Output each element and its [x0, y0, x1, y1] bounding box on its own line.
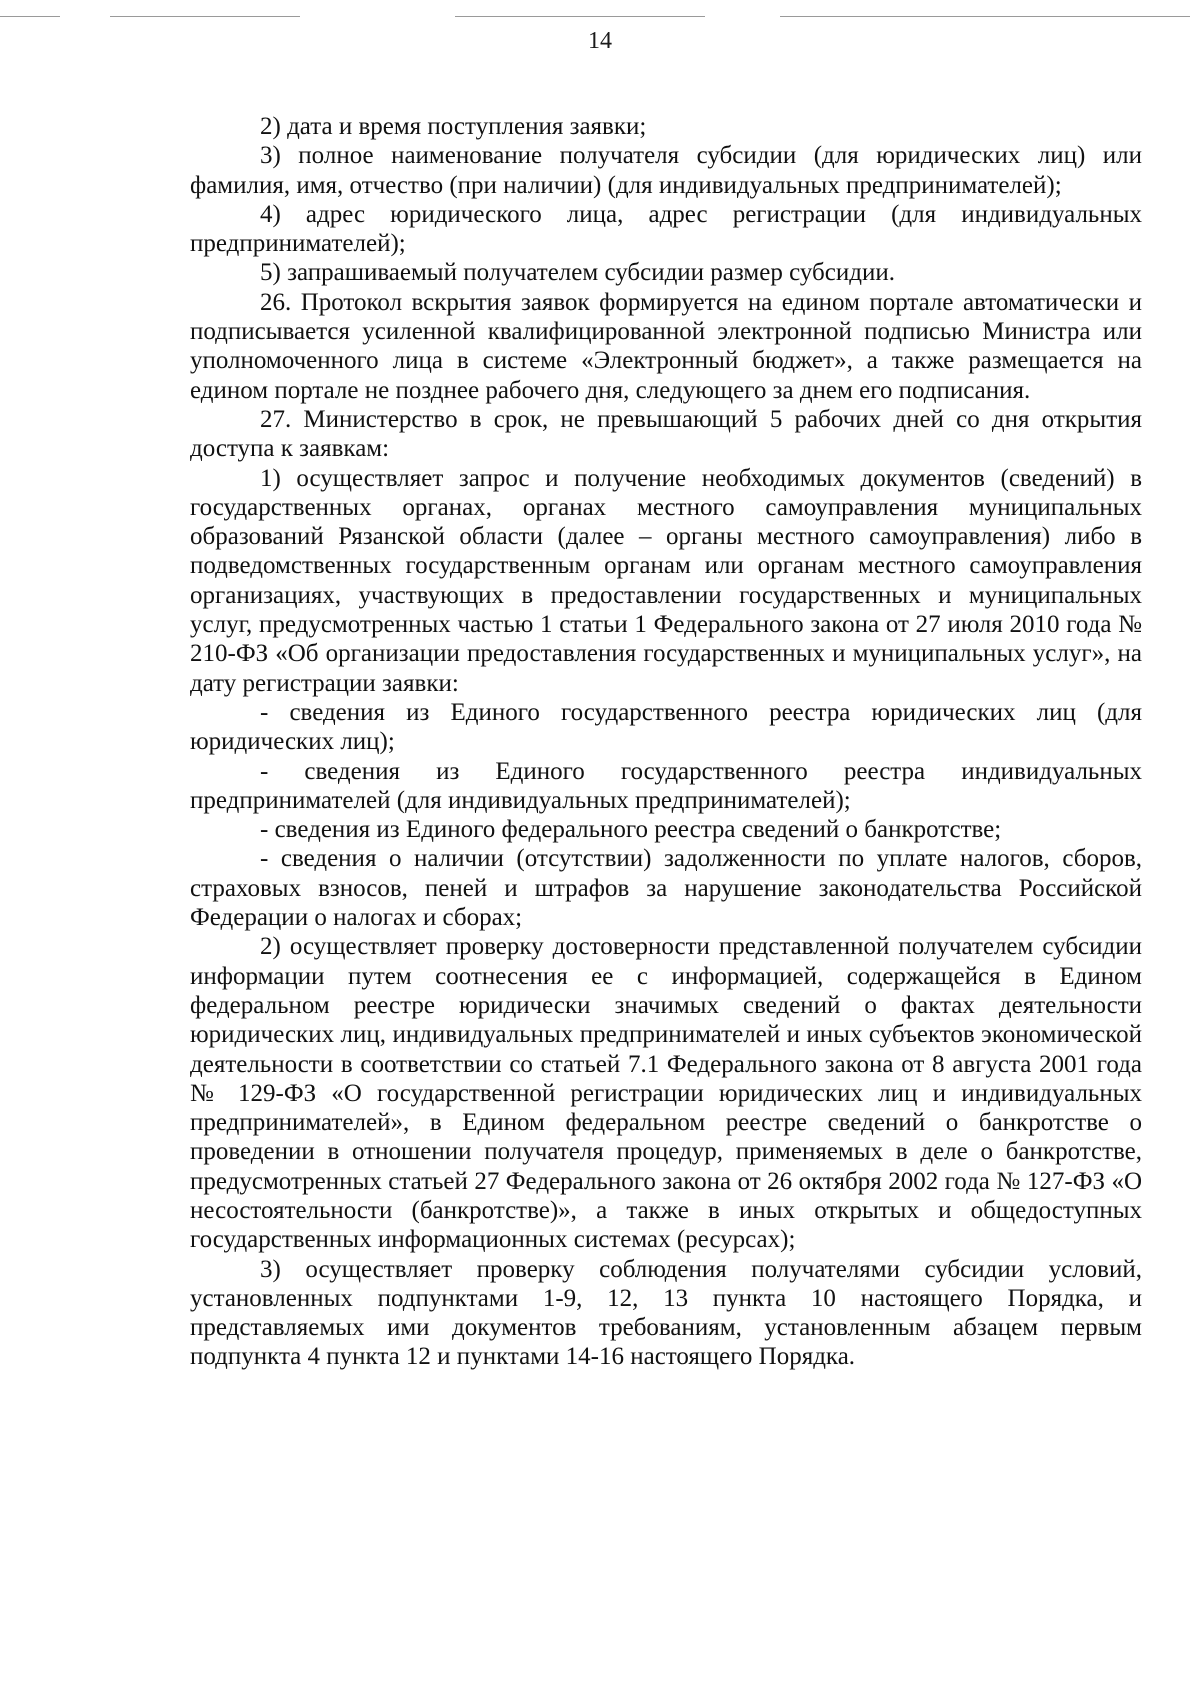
- paragraph: 3) полное наименование получателя субсидии (для юридических лиц) или фамилия, имя, отчество (при наличии) (для индивидуальных предпринимателей);: [190, 142, 1142, 199]
- paragraph: - сведения из Единого государственного реестра юридических лиц (для юридических лиц);: [190, 698, 1142, 756]
- paragraph: 4) адрес юридического лица, адрес регистрации (для индивидуальных предпринимателей);: [190, 200, 1142, 258]
- paragraph: 2) осуществляет проверку достоверности представленной получателем субсидии информации путем соотнесения ее с информацией, содержащейся в Едином федеральном реестре юридически значимых сведений о фактах деятельности юридических лиц, индивидуальных предпринимателей и иных субъектов экономической деятельности в соответствии со статьей 7.1 Федерального закона от 8 августа 2001 года № 129-ФЗ «О государственной регистрации юридических лиц и индивидуальных предпринимателей», в Едином федеральном реестре сведений о банкротстве о проведении в отношении получателя процедур, применяемых в деле о банкротстве, предусмотренных статьей 27 Федерального закона от 26 октября 2002 года № 127-ФЗ «О несостоятельности (банкротстве)», а также в иных открытых и общедоступных государственных информационных системах (ресурсах);: [190, 933, 1142, 1254]
- document-body: [190, 112, 1142, 1372]
- scan-edge-line: [780, 16, 1190, 17]
- paragraph: 1) осуществляет запрос и получение необходимых документов (сведений) в государственных органах, органах местного самоуправления муниципальных образований Рязанской области (далее – органы местного самоуправления) либо в подведомственных государственным органам или органам местного самоуправления организациях, участвующих в предоставлении государственных и муниципальных услуг, предусмотренных частью 1 статьи 1 Федерального закона от 27 июля 2010 года № 210-ФЗ «Об организации предоставления государственных и муниципальных услуг», на дату регистрации заявки:: [190, 464, 1142, 697]
- paragraph: - сведения из Единого федерального реестра сведений о банкротстве;: [260, 816, 1002, 844]
- paragraph: 2) дата и время поступления заявки;: [260, 113, 647, 140]
- scan-edge-line: [0, 16, 60, 17]
- paragraph: 26. Протокол вскрытия заявок формируется на едином портале автоматически и подписывается усиленной квалифицированной электронной подписью Министра или уполномоченного лица в системе «Электронный бюджет», а также размещается на едином портале не позднее рабочего дня, следующего за днем его подписания.: [190, 288, 1142, 404]
- paragraph: 3) осуществляет проверку соблюдения получателями субсидии условий, установленных подпунктами 1-9, 12, 13 пункта 10 настоящего Порядка, и представляемых ими документов требованиям, установленным абзацем первым подпункта 4 пункта 12 и пунктами 14-16 настоящего Порядка.: [190, 1255, 1142, 1371]
- paragraph: 27. Министерство в срок, не превышающий 5 рабочих дней со дня открытия доступа к заявкам:: [190, 405, 1142, 463]
- paragraph: 5) запрашиваемый получателем субсидии размер субсидии.: [260, 259, 895, 287]
- page-number: 14: [588, 28, 612, 54]
- paragraph: - сведения о наличии (отсутствии) задолженности по уплате налогов, сборов, страховых взносов, пеней и штрафов за нарушение законодательства Российской Федерации о налогах и сборах;: [190, 845, 1142, 932]
- paragraph: - сведения из Единого государственного реестра индивидуальных предпринимателей (для индивидуальных предпринимателей);: [190, 757, 1142, 814]
- scan-edge-line: [110, 16, 300, 17]
- scan-edge-line: [455, 16, 705, 17]
